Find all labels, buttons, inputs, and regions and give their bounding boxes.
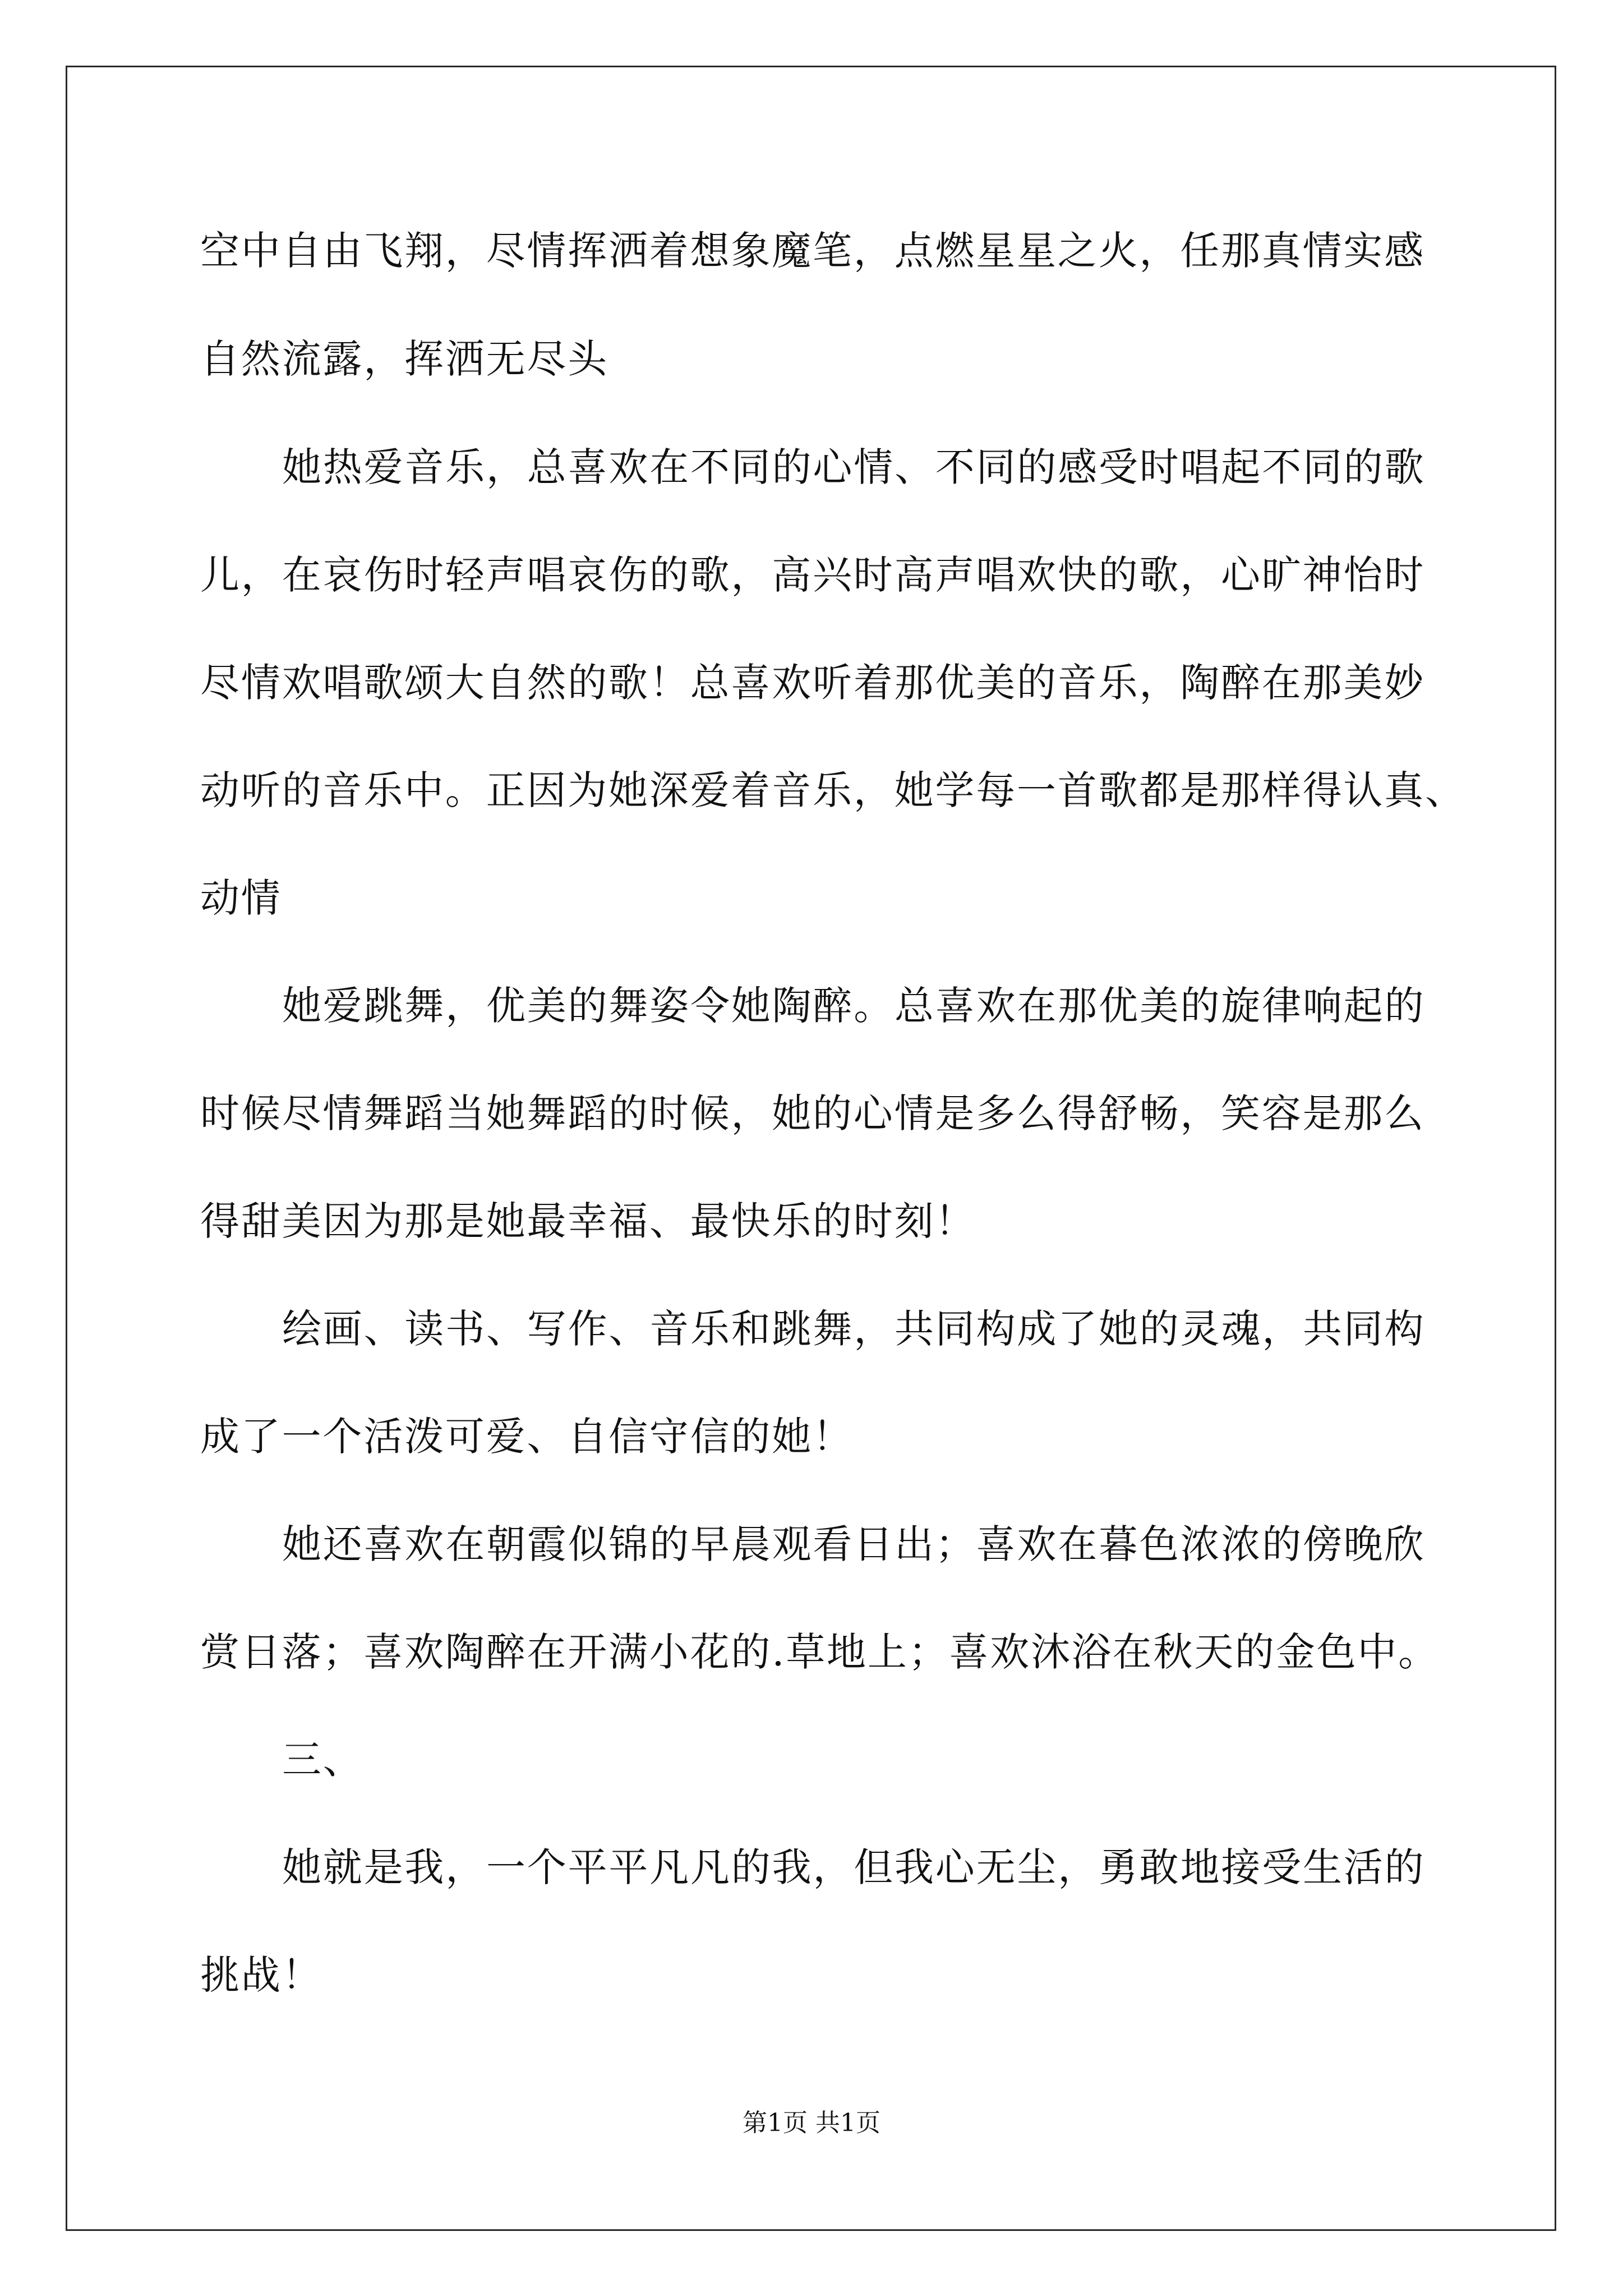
page-border	[66, 66, 1556, 2231]
text-line: 赏日落；喜欢陶醉在开满小花的.草地上；喜欢沐浴在秋天的金色中。	[200, 1629, 1440, 1675]
text-line: 尽情欢唱歌颂大自然的歌！总喜欢听着那优美的音乐，陶醉在那美妙	[200, 660, 1425, 706]
paragraph-start-line: 她热爱音乐，总喜欢在不同的心情、不同的感受时唱起不同的歌	[282, 444, 1426, 490]
text-line: 成了一个活泼可爱、自信守信的她！	[200, 1414, 854, 1460]
text-line: 动听的音乐中。正因为她深爱着音乐，她学每一首歌都是那样得认真、	[200, 767, 1466, 813]
text-line: 儿，在哀伤时轻声唱哀伤的歌，高兴时高声唱欢快的歌，心旷神怡时	[200, 552, 1425, 598]
page-number-footer: 第1页 共1页	[743, 2109, 880, 2137]
text-line: 挑战！	[200, 1952, 323, 1998]
paragraph-start-line: 她还喜欢在朝霞似锦的早晨观看日出；喜欢在暮色浓浓的傍晚欣	[282, 1521, 1426, 1567]
text-line: 时候尽情舞蹈当她舞蹈的时候，她的心情是多么得舒畅，笑容是那么	[200, 1091, 1425, 1137]
section-heading: 三、	[282, 1737, 364, 1783]
paragraph-start-line: 她爱跳舞，优美的舞姿令她陶醉。总喜欢在那优美的旋律响起的	[282, 983, 1426, 1029]
text-line: 得甜美因为那是她最幸福、最快乐的时刻！	[200, 1198, 976, 1244]
paragraph-start-line: 绘画、读书、写作、音乐和跳舞，共同构成了她的灵魂，共同构	[282, 1306, 1426, 1352]
text-line: 空中自由飞翔，尽情挥洒着想象魔笔，点燃星星之火，任那真情实感	[200, 228, 1425, 274]
paragraph-start-line: 她就是我，一个平平凡凡的我，但我心无尘，勇敢地接受生活的	[282, 1844, 1426, 1890]
text-line: 自然流露，挥洒无尽头	[200, 336, 608, 382]
text-line: 动情	[200, 875, 282, 921]
